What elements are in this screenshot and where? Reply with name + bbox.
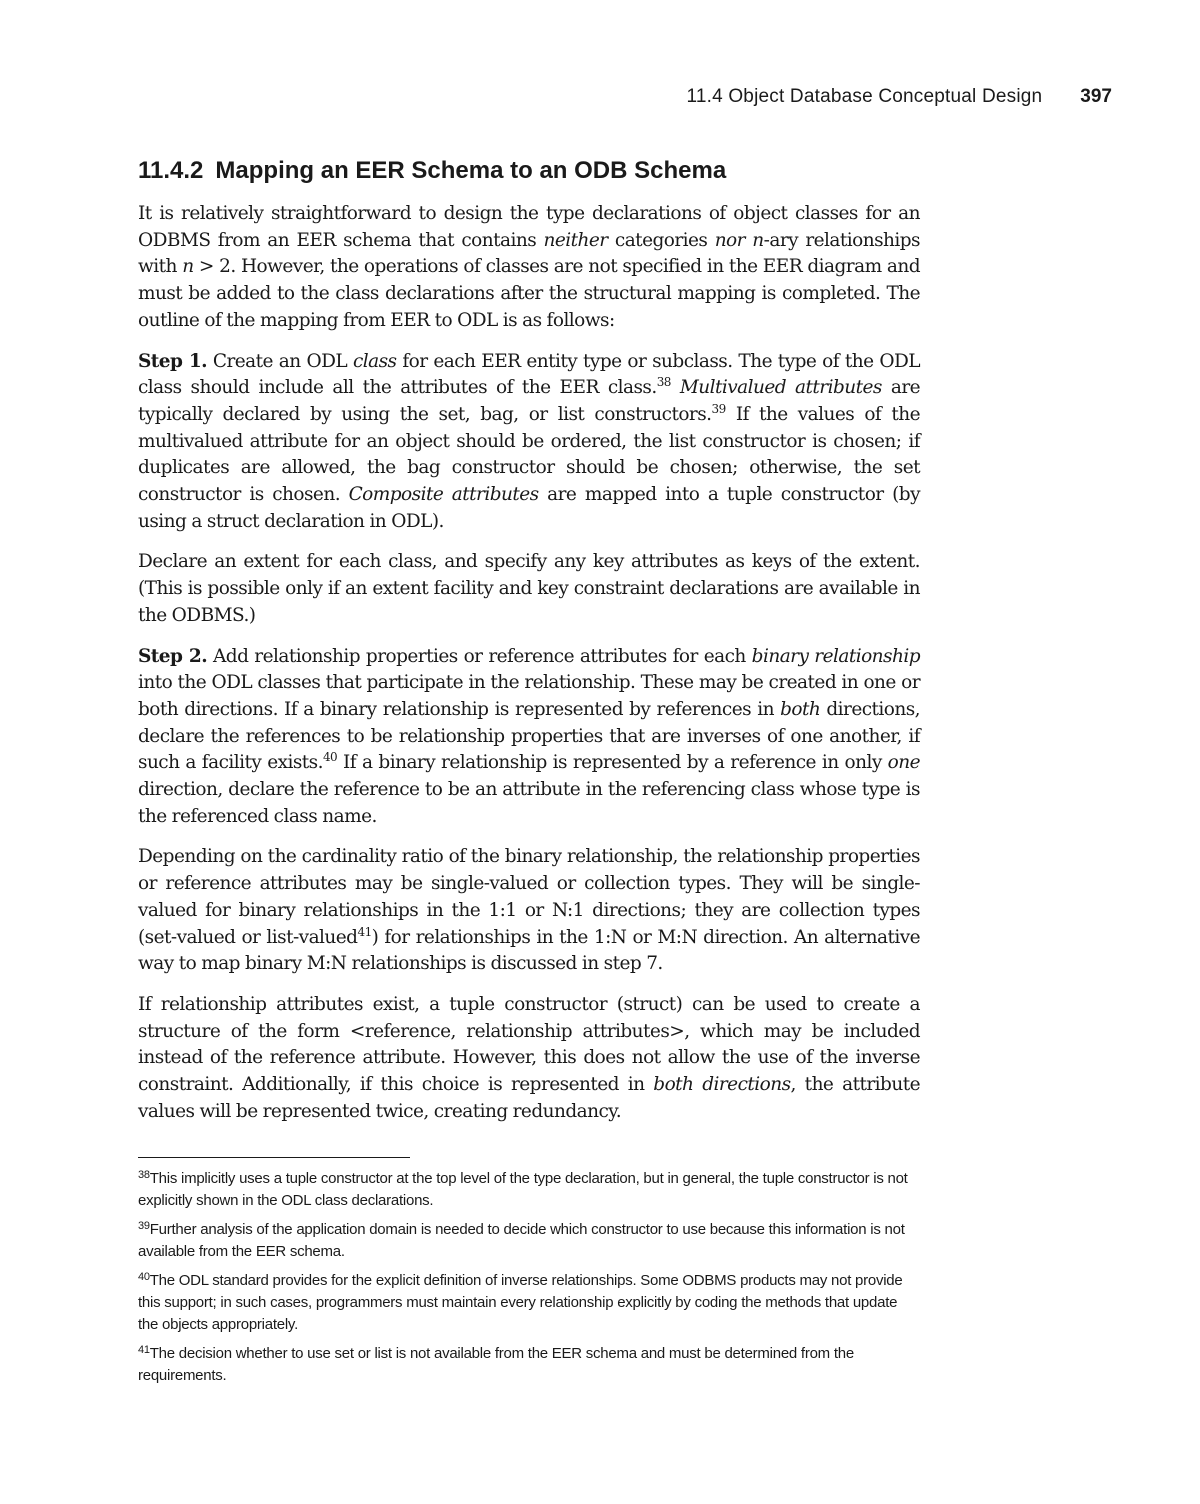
running-head bbox=[600, 86, 1112, 108]
footnote-number: 39 bbox=[138, 1220, 150, 1232]
footnotes bbox=[138, 1168, 914, 1394]
footnote-40 bbox=[138, 1270, 914, 1336]
body-text bbox=[138, 201, 920, 1140]
footnote-text: The decision whether to use set or list is not available from the EER schema and must be determined from the requirements. bbox=[138, 1345, 854, 1384]
footnote-text: This implicitly uses a tuple constructor at the top level of the type declaration, but in general, the tuple constructor is not explicitly shown in the ODL class declarations. bbox=[138, 1170, 908, 1209]
paragraph-intro: It is relatively straightforward to design the type declarations of object classes for an ODBMS from an EER schema that contains neither categories nor n-ary relationships with n > 2. However, the operations of classes are not specified in the EER diagram and must be added to the class declarations after the structural mapping is completed. The outline of the mapping from EER to ODL is as follows: bbox=[138, 203, 920, 331]
paragraph-step-1: Step 1. Create an ODL class for each EER entity type or subclass. The type of the ODL class should include all the attributes of the EER class.$^{38}$ Multivalued attributes are typically declared by using the set, bag, or list constructors.$^{39}$ If the values of the multivalued attribute for an object should be ordered, the list constructor is chosen; if duplicates are allowed, the bag constructor should be chosen; otherwise, the set constructor is chosen. Composite attributes are mapped into a tuple constructor (by using a struct declaration in ODL). bbox=[138, 350, 921, 532]
section-heading bbox=[138, 157, 838, 185]
footnote-ref-38[interactable]: 38 bbox=[656, 375, 671, 390]
paragraph-extent: Declare an extent for each class, and specify any key attributes as keys of the extent. (This is possible only if an extent facility and key constraint declarations are available in the ODBMS.) bbox=[138, 551, 920, 626]
footnote-number: 38 bbox=[138, 1169, 150, 1181]
step-2-label: Step 2. bbox=[138, 645, 208, 667]
footnote-ref-39[interactable]: 39 bbox=[711, 401, 726, 416]
page-number: 397 bbox=[1080, 86, 1112, 107]
running-head-title: 11.4 Object Database Conceptual Design bbox=[686, 86, 1043, 107]
footnote-ref-41[interactable]: 41 bbox=[357, 924, 372, 939]
paragraph-step-2: Step 2. Add relationship properties or reference attributes for each binary relationship into the ODL classes that participate in the relationship. These may be created in one or both directions. If a binary relationship is represented by references in both directions, declare the references to be relationship properties that are inverses of one another, if such a facility exists.$^{40}$ If a binary relationship is represented by a reference in only one direction, declare the reference to be an attribute in the referencing class whose type is the referenced class name. bbox=[138, 645, 921, 827]
footnote-text: Further analysis of the application domain is needed to decide which constructor to use because this information is not available from the EER schema. bbox=[138, 1221, 905, 1260]
paragraph-relationship-attributes: If relationship attributes exist, a tuple constructor (struct) can be used to create a structure of the form <reference, relationship attributes>, which may be included instead of the reference attribute. However, this does not allow the use of the inverse constraint. Additionally, if this choice is represented in both directions, the attribute values will be represented twice, creating redundancy. bbox=[138, 993, 920, 1122]
footnote-38 bbox=[138, 1168, 914, 1212]
footnote-text: The ODL standard provides for the explicit definition of inverse relationships. Some ODBMS products may not provide this support; in such cases, programmers must maintain every relationship explicitly by coding the methods that update the objects appropriately. bbox=[138, 1272, 903, 1333]
footnote-number: 40 bbox=[138, 1271, 150, 1283]
section-number: 11.4.2 bbox=[138, 157, 204, 184]
section-title: Mapping an EER Schema to an ODB Schema bbox=[215, 157, 727, 184]
paragraph-cardinality: Depending on the cardinality ratio of the binary relationship, the relationship properties or reference attributes may be single-valued or collection types. They will be single-valued for binary relationships in the 1:1 or N:1 directions; they are collection types (set-valued or list-valued$^{41}$) for relationships in the 1:N or M:N direction. An alternative way to map binary M:N relationships is discussed in step 7. bbox=[138, 846, 920, 975]
step-1-label: Step 1. bbox=[138, 350, 208, 372]
footnote-39 bbox=[138, 1219, 914, 1263]
footnote-divider bbox=[138, 1157, 410, 1158]
footnote-41 bbox=[138, 1343, 914, 1387]
footnote-number: 41 bbox=[138, 1344, 150, 1356]
footnote-ref-40[interactable]: 40 bbox=[322, 750, 338, 765]
